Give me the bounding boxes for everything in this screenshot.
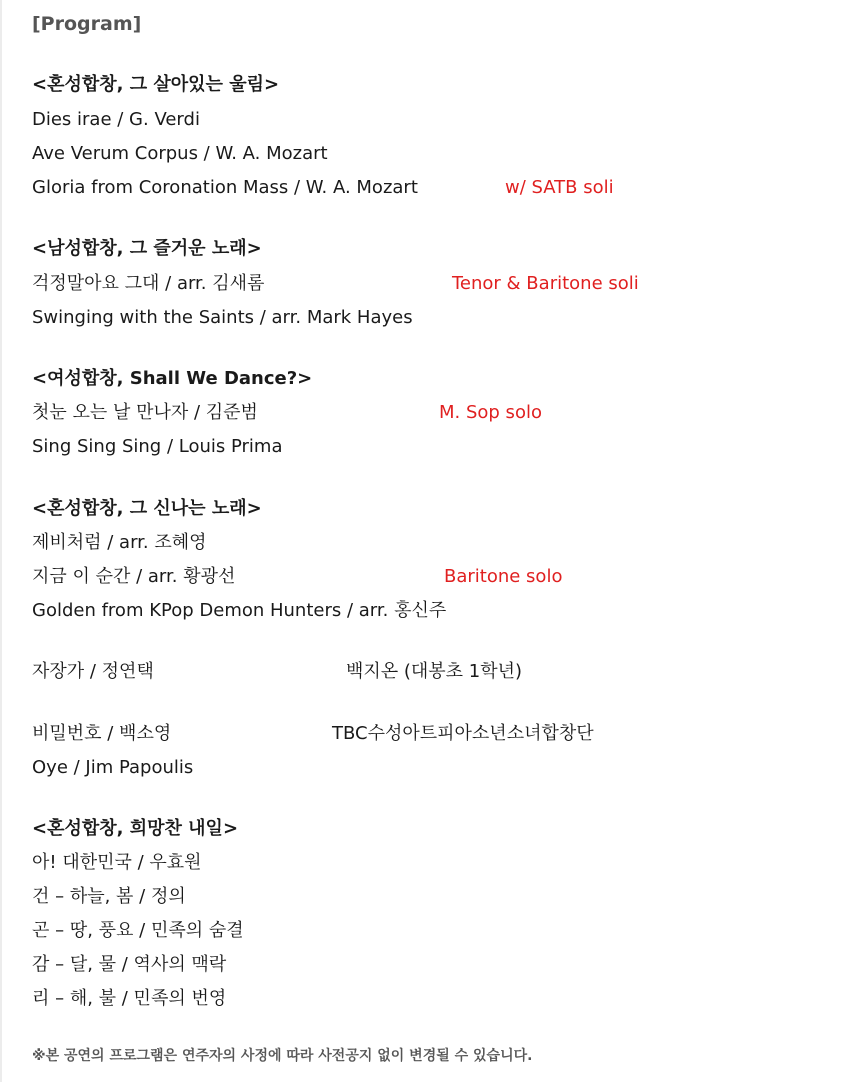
program-change-notice: ※본 공연의 프로그램은 연주자의 사정에 따라 사전공지 없이 변경될 수 있습니다. (32, 1048, 533, 1064)
soloist-note: w/ SATB soli (505, 177, 614, 198)
section-title-mixed-choir-1: <혼성합창, 그 살아있는 울림> (32, 74, 280, 95)
program-item: 아! 대한민국 / 우효원 (32, 852, 202, 873)
section-title-mixed-choir-3: <혼성합창, 희망찬 내일> (32, 818, 239, 839)
section-title-male-choir: <남성합창, 그 즐거운 노래> (32, 238, 262, 259)
program-item: 걱정말아요 그대 / arr. 김새롬 (32, 273, 265, 294)
program-item: Dies irae / G. Verdi (32, 109, 200, 130)
section-title-mixed-choir-2: <혼성합창, 그 신나는 노래> (32, 498, 262, 519)
program-item: 자장가 / 정연택 (32, 661, 154, 682)
program-item: 제비처럼 / arr. 조혜영 (32, 532, 207, 553)
section-title-female-choir: <여성합창, Shall We Dance?> (32, 368, 313, 389)
left-border (0, 0, 2, 1082)
soloist-note: M. Sop solo (439, 402, 542, 423)
program-item: Golden from KPop Demon Hunters / arr. 홍신주 (32, 600, 447, 621)
performer-name: 백지온 (대봉초 1학년) (346, 661, 523, 682)
program-item: Sing Sing Sing / Louis Prima (32, 436, 283, 457)
performer-name: TBC수성아트피아소년소녀합창단 (332, 723, 594, 744)
program-item: 곤 – 땅, 풍요 / 민족의 숨결 (32, 920, 244, 941)
program-item: 감 – 달, 물 / 역사의 맥락 (32, 954, 227, 975)
program-item: Gloria from Coronation Mass / W. A. Mozart (32, 177, 418, 198)
soloist-note: Baritone solo (444, 566, 563, 587)
program-item: Oye / Jim Papoulis (32, 757, 194, 778)
program-item: 첫눈 오는 날 만나자 / 김준범 (32, 402, 258, 423)
program-header: [Program] (32, 13, 142, 35)
program-item: 리 – 해, 불 / 민족의 번영 (32, 988, 227, 1009)
soloist-note: Tenor & Baritone soli (452, 273, 639, 294)
program-item: 비밀번호 / 백소영 (32, 723, 172, 744)
program-item: Swinging with the Saints / arr. Mark Hayes (32, 307, 413, 328)
program-item: 지금 이 순간 / arr. 황광선 (32, 566, 236, 587)
program-item: 건 – 하늘, 봄 / 정의 (32, 886, 186, 907)
program-item: Ave Verum Corpus / W. A. Mozart (32, 143, 328, 164)
